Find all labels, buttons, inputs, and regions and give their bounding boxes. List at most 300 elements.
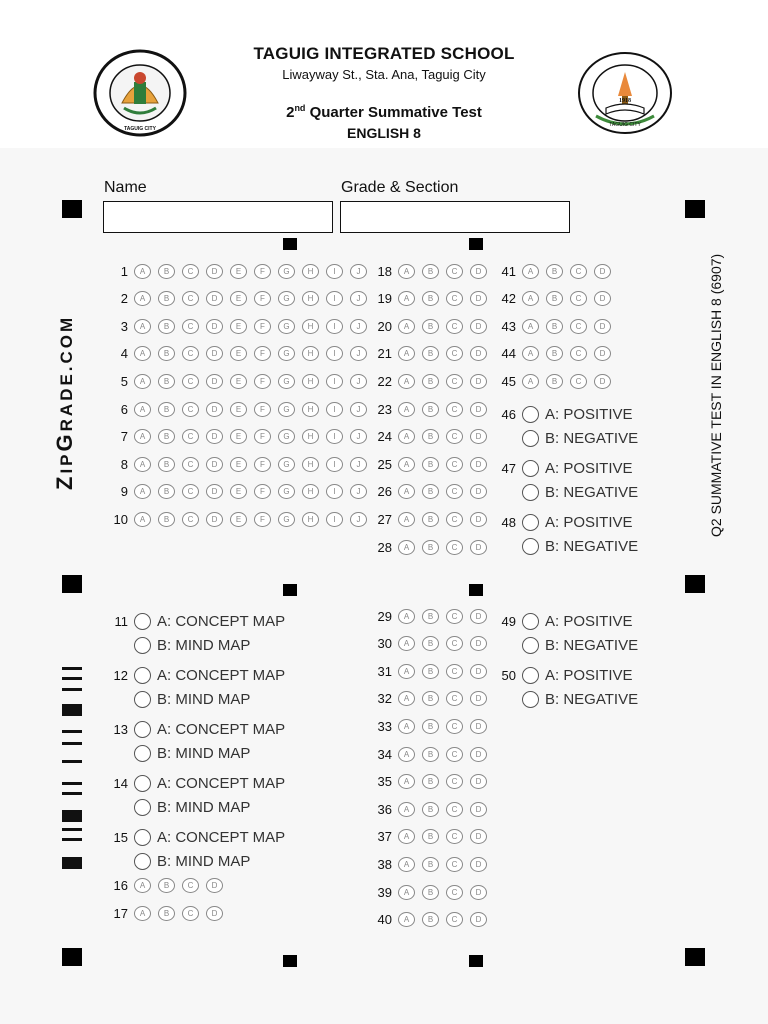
answer-bubble[interactable]: B xyxy=(422,829,439,844)
answer-bubble[interactable]: F xyxy=(254,264,271,279)
answer-bubble[interactable]: A xyxy=(134,346,151,361)
answer-bubble[interactable]: C xyxy=(446,912,463,927)
question-row xyxy=(102,399,374,419)
answer-bubble[interactable]: A xyxy=(134,429,151,444)
choice-circle[interactable] xyxy=(134,853,151,870)
answer-bubble[interactable]: A xyxy=(398,802,415,817)
question-number: 47 xyxy=(501,460,516,476)
answer-bubble[interactable]: C xyxy=(182,878,199,893)
answer-bubble[interactable]: D xyxy=(470,802,487,817)
answer-bubble[interactable]: D xyxy=(206,346,223,361)
answer-bubble[interactable]: F xyxy=(254,374,271,389)
answer-bubble[interactable]: C xyxy=(446,457,463,472)
answer-bubble[interactable]: H xyxy=(302,264,319,279)
answer-bubble[interactable]: C xyxy=(446,609,463,624)
choice-label: B: MIND MAP xyxy=(157,852,251,870)
answer-bubble[interactable]: C xyxy=(446,291,463,306)
answer-bubble[interactable]: D xyxy=(594,264,611,279)
answer-bubble[interactable]: D xyxy=(470,885,487,900)
answer-bubble[interactable]: G xyxy=(278,291,295,306)
answer-bubble[interactable]: B xyxy=(546,291,563,306)
answer-bubble[interactable]: B xyxy=(422,402,439,417)
answer-bubble[interactable]: C xyxy=(446,264,463,279)
choice-label: B: MIND MAP xyxy=(157,636,251,654)
choice-option[interactable] xyxy=(490,635,638,655)
choice-circle[interactable] xyxy=(134,721,151,738)
question-row xyxy=(366,427,494,447)
answer-bubble[interactable]: D xyxy=(594,374,611,389)
answer-bubble[interactable]: D xyxy=(470,402,487,417)
registration-mark xyxy=(62,948,82,966)
answer-bubble[interactable]: C xyxy=(446,719,463,734)
answer-bubble[interactable]: C xyxy=(446,540,463,555)
question-row xyxy=(490,289,618,309)
answer-bubble[interactable]: H xyxy=(302,346,319,361)
answer-bubble[interactable]: G xyxy=(278,346,295,361)
question-number: 38 xyxy=(377,856,392,872)
answer-bubble[interactable]: B xyxy=(158,484,175,499)
question-row xyxy=(366,799,494,819)
choice-label: B: NEGATIVE xyxy=(545,690,639,708)
answer-bubble[interactable]: I xyxy=(326,484,343,499)
choice-option[interactable] xyxy=(490,611,633,631)
answer-bubble[interactable]: H xyxy=(302,319,319,334)
answer-bubble[interactable]: C xyxy=(446,829,463,844)
choice-option[interactable] xyxy=(102,773,285,793)
answer-bubble[interactable]: A xyxy=(398,264,415,279)
choice-circle[interactable] xyxy=(134,775,151,792)
answer-bubble[interactable]: F xyxy=(254,429,271,444)
answer-bubble[interactable]: D xyxy=(470,319,487,334)
answer-bubble[interactable]: E xyxy=(230,512,247,527)
answer-bubble[interactable]: F xyxy=(254,346,271,361)
name-field[interactable] xyxy=(103,201,333,233)
answer-bubble[interactable]: C xyxy=(446,774,463,789)
answer-bubble[interactable]: D xyxy=(470,774,487,789)
answer-bubble[interactable]: H xyxy=(302,512,319,527)
question-row xyxy=(102,289,374,309)
answer-bubble[interactable]: A xyxy=(398,429,415,444)
answer-bubble[interactable]: B xyxy=(158,319,175,334)
answer-bubble[interactable]: D xyxy=(206,457,223,472)
answer-bubble[interactable]: F xyxy=(254,319,271,334)
answer-bubble[interactable]: D xyxy=(470,857,487,872)
answer-bubble[interactable]: B xyxy=(158,264,175,279)
answer-bubble[interactable]: B xyxy=(422,457,439,472)
answer-bubble[interactable]: B xyxy=(422,912,439,927)
answer-bubble[interactable]: E xyxy=(230,291,247,306)
question-number: 22 xyxy=(377,373,392,389)
answer-bubble[interactable]: A xyxy=(134,291,151,306)
answer-bubble[interactable]: I xyxy=(326,319,343,334)
choice-option[interactable] xyxy=(490,512,633,532)
answer-bubble[interactable]: A xyxy=(522,291,539,306)
answer-bubble[interactable]: B xyxy=(158,402,175,417)
answer-bubble[interactable]: E xyxy=(230,264,247,279)
choice-option[interactable] xyxy=(490,404,633,424)
answer-bubble[interactable]: D xyxy=(206,429,223,444)
answer-bubble[interactable]: B xyxy=(422,429,439,444)
answer-bubble[interactable]: B xyxy=(422,774,439,789)
answer-bubble[interactable]: A xyxy=(398,885,415,900)
answer-bubble[interactable]: B xyxy=(422,291,439,306)
answer-bubble[interactable]: D xyxy=(470,747,487,762)
answer-bubble[interactable]: C xyxy=(182,346,199,361)
answer-bubble[interactable]: B xyxy=(158,346,175,361)
answer-bubble[interactable]: D xyxy=(470,540,487,555)
answer-bubble[interactable]: B xyxy=(158,291,175,306)
answer-bubble[interactable]: A xyxy=(398,747,415,762)
answer-bubble[interactable]: J xyxy=(350,319,367,334)
choice-circle[interactable] xyxy=(522,637,539,654)
answer-bubble[interactable]: B xyxy=(546,346,563,361)
answer-bubble[interactable]: A xyxy=(134,878,151,893)
choice-circle[interactable] xyxy=(134,637,151,654)
answer-bubble[interactable]: I xyxy=(326,264,343,279)
answer-bubble[interactable]: B xyxy=(158,374,175,389)
choice-label: A: CONCEPT MAP xyxy=(157,666,286,684)
answer-bubble[interactable]: B xyxy=(422,636,439,651)
question-row xyxy=(366,910,494,930)
answer-bubble[interactable]: D xyxy=(206,484,223,499)
answer-bubble[interactable]: C xyxy=(446,402,463,417)
answer-bubble[interactable]: J xyxy=(350,374,367,389)
answer-bubble[interactable]: C xyxy=(446,691,463,706)
name-label: Name xyxy=(104,179,147,196)
choice-option[interactable] xyxy=(490,689,638,709)
answer-bubble[interactable]: B xyxy=(422,540,439,555)
choice-circle[interactable] xyxy=(522,691,539,708)
choice-circle[interactable] xyxy=(522,406,539,423)
answer-bubble[interactable]: C xyxy=(182,402,199,417)
answer-bubble[interactable]: B xyxy=(422,374,439,389)
choice-option[interactable] xyxy=(102,743,250,763)
answer-bubble[interactable]: C xyxy=(182,319,199,334)
choice-option[interactable] xyxy=(102,797,250,817)
choice-circle[interactable] xyxy=(134,799,151,816)
question-row xyxy=(366,606,494,626)
answer-bubble[interactable]: G xyxy=(278,319,295,334)
answer-bubble[interactable]: D xyxy=(470,912,487,927)
answer-bubble[interactable]: D xyxy=(470,429,487,444)
question-number: 31 xyxy=(377,663,392,679)
answer-bubble[interactable]: B xyxy=(422,691,439,706)
answer-bubble[interactable]: A xyxy=(398,346,415,361)
question-number: 17 xyxy=(113,905,128,921)
choice-label: A: POSITIVE xyxy=(545,405,633,423)
answer-bubble[interactable]: D xyxy=(470,374,487,389)
answer-bubble[interactable]: D xyxy=(470,691,487,706)
answer-bubble[interactable]: A xyxy=(398,540,415,555)
answer-bubble[interactable]: D xyxy=(470,719,487,734)
answer-bubble[interactable]: B xyxy=(422,802,439,817)
answer-bubble[interactable]: A xyxy=(398,719,415,734)
answer-bubble[interactable]: A xyxy=(522,319,539,334)
answer-bubble[interactable]: E xyxy=(230,346,247,361)
answer-bubble[interactable]: H xyxy=(302,484,319,499)
answer-bubble[interactable]: D xyxy=(206,906,223,921)
answer-bubble[interactable]: I xyxy=(326,402,343,417)
answer-bubble[interactable]: C xyxy=(446,512,463,527)
answer-bubble[interactable]: J xyxy=(350,264,367,279)
question-number: 15 xyxy=(113,829,128,845)
answer-bubble[interactable]: C xyxy=(570,319,587,334)
choice-option[interactable] xyxy=(102,827,285,847)
answer-bubble[interactable]: C xyxy=(182,484,199,499)
answer-bubble[interactable]: H xyxy=(302,457,319,472)
answer-bubble[interactable]: I xyxy=(326,374,343,389)
answer-bubble[interactable]: C xyxy=(446,346,463,361)
question-row xyxy=(366,689,494,709)
answer-bubble[interactable]: B xyxy=(422,747,439,762)
answer-bubble[interactable]: A xyxy=(398,402,415,417)
answer-bubble[interactable]: A xyxy=(398,636,415,651)
answer-bubble[interactable]: B xyxy=(422,484,439,499)
answer-bubble[interactable]: D xyxy=(594,346,611,361)
answer-bubble[interactable]: B xyxy=(422,512,439,527)
answer-bubble[interactable]: E xyxy=(230,374,247,389)
answer-bubble[interactable]: B xyxy=(158,457,175,472)
answer-bubble[interactable]: D xyxy=(206,402,223,417)
choice-circle[interactable] xyxy=(522,460,539,477)
answer-bubble[interactable]: G xyxy=(278,374,295,389)
answer-bubble[interactable]: J xyxy=(350,484,367,499)
answer-bubble[interactable]: A xyxy=(398,609,415,624)
answer-bubble[interactable]: C xyxy=(182,457,199,472)
answer-bubble[interactable]: G xyxy=(278,484,295,499)
answer-bubble[interactable]: G xyxy=(278,512,295,527)
answer-bubble[interactable]: D xyxy=(206,374,223,389)
answer-bubble[interactable]: A xyxy=(134,512,151,527)
answer-bubble[interactable]: B xyxy=(422,885,439,900)
answer-bubble[interactable]: J xyxy=(350,291,367,306)
answer-bubble[interactable]: A xyxy=(398,857,415,872)
choice-option[interactable] xyxy=(102,689,250,709)
answer-bubble[interactable]: B xyxy=(546,264,563,279)
answer-bubble[interactable]: C xyxy=(446,374,463,389)
answer-bubble[interactable]: B xyxy=(422,319,439,334)
answer-bubble[interactable]: C xyxy=(446,636,463,651)
choice-option[interactable] xyxy=(490,428,638,448)
answer-bubble[interactable]: A xyxy=(398,512,415,527)
choice-label: A: CONCEPT MAP xyxy=(157,828,286,846)
question-number: 40 xyxy=(377,912,392,928)
answer-bubble[interactable]: A xyxy=(134,402,151,417)
answer-bubble[interactable]: C xyxy=(446,857,463,872)
answer-bubble[interactable]: B xyxy=(158,906,175,921)
answer-bubble[interactable]: D xyxy=(470,636,487,651)
answer-bubble[interactable]: C xyxy=(446,802,463,817)
choice-circle[interactable] xyxy=(134,829,151,846)
question-row xyxy=(366,716,494,736)
answer-bubble[interactable]: E xyxy=(230,429,247,444)
answer-bubble[interactable]: E xyxy=(230,319,247,334)
answer-bubble[interactable]: C xyxy=(446,319,463,334)
answer-bubble[interactable]: A xyxy=(398,691,415,706)
choice-label: A: POSITIVE xyxy=(545,612,633,630)
question-number: 48 xyxy=(501,514,516,530)
answer-bubble[interactable]: D xyxy=(206,319,223,334)
answer-bubble[interactable]: A xyxy=(522,374,539,389)
answer-bubble[interactable]: B xyxy=(422,609,439,624)
answer-bubble[interactable]: D xyxy=(470,609,487,624)
choice-circle[interactable] xyxy=(134,613,151,630)
answer-bubble[interactable]: C xyxy=(182,906,199,921)
answer-bubble[interactable]: B xyxy=(546,374,563,389)
choice-option[interactable] xyxy=(490,665,633,685)
answer-bubble[interactable]: B xyxy=(422,664,439,679)
answer-bubble[interactable]: H xyxy=(302,429,319,444)
answer-bubble[interactable]: E xyxy=(230,457,247,472)
answer-bubble[interactable]: H xyxy=(302,291,319,306)
answer-bubble[interactable]: H xyxy=(302,402,319,417)
choice-option[interactable] xyxy=(490,536,638,556)
choice-circle[interactable] xyxy=(522,613,539,630)
answer-bubble[interactable]: F xyxy=(254,457,271,472)
answer-bubble[interactable]: D xyxy=(470,829,487,844)
answer-bubble[interactable]: G xyxy=(278,402,295,417)
answer-bubble[interactable]: A xyxy=(398,664,415,679)
answer-bubble[interactable]: C xyxy=(446,747,463,762)
answer-bubble[interactable]: C xyxy=(182,429,199,444)
answer-bubble[interactable]: A xyxy=(398,457,415,472)
answer-bubble[interactable]: D xyxy=(206,878,223,893)
answer-bubble[interactable]: C xyxy=(182,264,199,279)
answer-bubble[interactable]: A xyxy=(522,346,539,361)
choice-circle[interactable] xyxy=(522,484,539,501)
answer-bubble[interactable]: B xyxy=(422,719,439,734)
answer-bubble[interactable]: A xyxy=(134,264,151,279)
choice-circle[interactable] xyxy=(522,514,539,531)
answer-bubble[interactable]: C xyxy=(570,291,587,306)
answer-bubble[interactable]: G xyxy=(278,264,295,279)
choice-circle[interactable] xyxy=(522,667,539,684)
answer-bubble[interactable]: B xyxy=(158,429,175,444)
answer-bubble[interactable]: I xyxy=(326,346,343,361)
answer-bubble[interactable]: A xyxy=(134,374,151,389)
answer-bubble[interactable]: A xyxy=(134,484,151,499)
answer-bubble[interactable]: D xyxy=(206,291,223,306)
choice-circle[interactable] xyxy=(134,667,151,684)
answer-bubble[interactable]: J xyxy=(350,346,367,361)
answer-bubble[interactable]: C xyxy=(446,429,463,444)
answer-bubble[interactable]: D xyxy=(206,264,223,279)
answer-bubble[interactable]: B xyxy=(158,512,175,527)
choice-circle[interactable] xyxy=(134,745,151,762)
answer-bubble[interactable]: A xyxy=(398,484,415,499)
answer-bubble[interactable]: B xyxy=(546,319,563,334)
answer-bubble[interactable]: I xyxy=(326,429,343,444)
answer-bubble[interactable]: F xyxy=(254,484,271,499)
answer-bubble[interactable]: A xyxy=(398,319,415,334)
answer-bubble[interactable]: C xyxy=(182,512,199,527)
answer-bubble[interactable]: F xyxy=(254,512,271,527)
answer-bubble[interactable]: A xyxy=(398,829,415,844)
choice-circle[interactable] xyxy=(522,538,539,555)
answer-bubble[interactable]: D xyxy=(470,346,487,361)
answer-bubble[interactable]: B xyxy=(422,264,439,279)
answer-bubble[interactable]: G xyxy=(278,429,295,444)
answer-bubble[interactable]: C xyxy=(182,291,199,306)
answer-bubble[interactable]: D xyxy=(594,319,611,334)
answer-bubble[interactable]: D xyxy=(470,512,487,527)
grade-section-field[interactable] xyxy=(340,201,570,233)
test-title xyxy=(0,103,768,121)
answer-bubble[interactable]: A xyxy=(134,457,151,472)
code-bar xyxy=(62,838,82,841)
answer-bubble[interactable]: C xyxy=(570,374,587,389)
choice-label: A: CONCEPT MAP xyxy=(157,774,286,792)
answer-bubble[interactable]: A xyxy=(398,912,415,927)
question-number: 13 xyxy=(113,721,128,737)
answer-bubble[interactable]: J xyxy=(350,402,367,417)
question-row xyxy=(366,634,494,654)
answer-bubble[interactable]: C xyxy=(446,885,463,900)
answer-bubble[interactable]: C xyxy=(570,264,587,279)
answer-bubble[interactable]: H xyxy=(302,374,319,389)
question-number: 34 xyxy=(377,746,392,762)
answer-bubble[interactable]: J xyxy=(350,512,367,527)
answer-bubble[interactable]: D xyxy=(470,457,487,472)
answer-bubble[interactable]: A xyxy=(398,291,415,306)
answer-bubble[interactable]: B xyxy=(158,878,175,893)
answer-bubble[interactable]: J xyxy=(350,457,367,472)
choice-option[interactable] xyxy=(102,665,285,685)
answer-bubble[interactable]: D xyxy=(470,264,487,279)
answer-bubble[interactable]: C xyxy=(446,664,463,679)
choice-option[interactable] xyxy=(490,482,638,502)
answer-bubble[interactable]: A xyxy=(398,774,415,789)
answer-bubble[interactable]: J xyxy=(350,429,367,444)
answer-bubble[interactable]: C xyxy=(182,374,199,389)
answer-bubble[interactable]: E xyxy=(230,402,247,417)
answer-bubble[interactable]: I xyxy=(326,512,343,527)
choice-circle[interactable] xyxy=(522,430,539,447)
answer-bubble[interactable]: I xyxy=(326,457,343,472)
subject-title: ENGLISH 8 xyxy=(347,125,421,141)
answer-bubble[interactable]: F xyxy=(254,402,271,417)
answer-bubble[interactable]: A xyxy=(522,264,539,279)
choice-option[interactable] xyxy=(102,635,250,655)
answer-bubble[interactable]: D xyxy=(470,664,487,679)
answer-bubble[interactable]: D xyxy=(206,512,223,527)
answer-bubble[interactable]: E xyxy=(230,484,247,499)
answer-bubble[interactable]: D xyxy=(594,291,611,306)
answer-bubble[interactable]: A xyxy=(398,374,415,389)
choice-option[interactable] xyxy=(102,719,285,739)
answer-bubble[interactable]: G xyxy=(278,457,295,472)
answer-bubble[interactable]: D xyxy=(470,291,487,306)
choice-option[interactable] xyxy=(102,611,285,631)
question-number: 11 xyxy=(114,613,128,629)
choice-option[interactable] xyxy=(490,458,633,478)
answer-bubble[interactable]: B xyxy=(422,857,439,872)
choice-circle[interactable] xyxy=(134,691,151,708)
answer-bubble[interactable]: B xyxy=(422,346,439,361)
question-row xyxy=(102,344,374,364)
answer-bubble[interactable]: I xyxy=(326,291,343,306)
choice-option[interactable] xyxy=(102,851,250,871)
answer-bubble[interactable]: C xyxy=(570,346,587,361)
answer-bubble[interactable]: A xyxy=(134,319,151,334)
answer-bubble[interactable]: F xyxy=(254,291,271,306)
question-row xyxy=(366,316,494,336)
answer-bubble[interactable]: A xyxy=(134,906,151,921)
question-row xyxy=(490,344,618,364)
question-row xyxy=(366,854,494,874)
answer-bubble[interactable]: D xyxy=(470,484,487,499)
answer-bubble[interactable]: C xyxy=(446,484,463,499)
